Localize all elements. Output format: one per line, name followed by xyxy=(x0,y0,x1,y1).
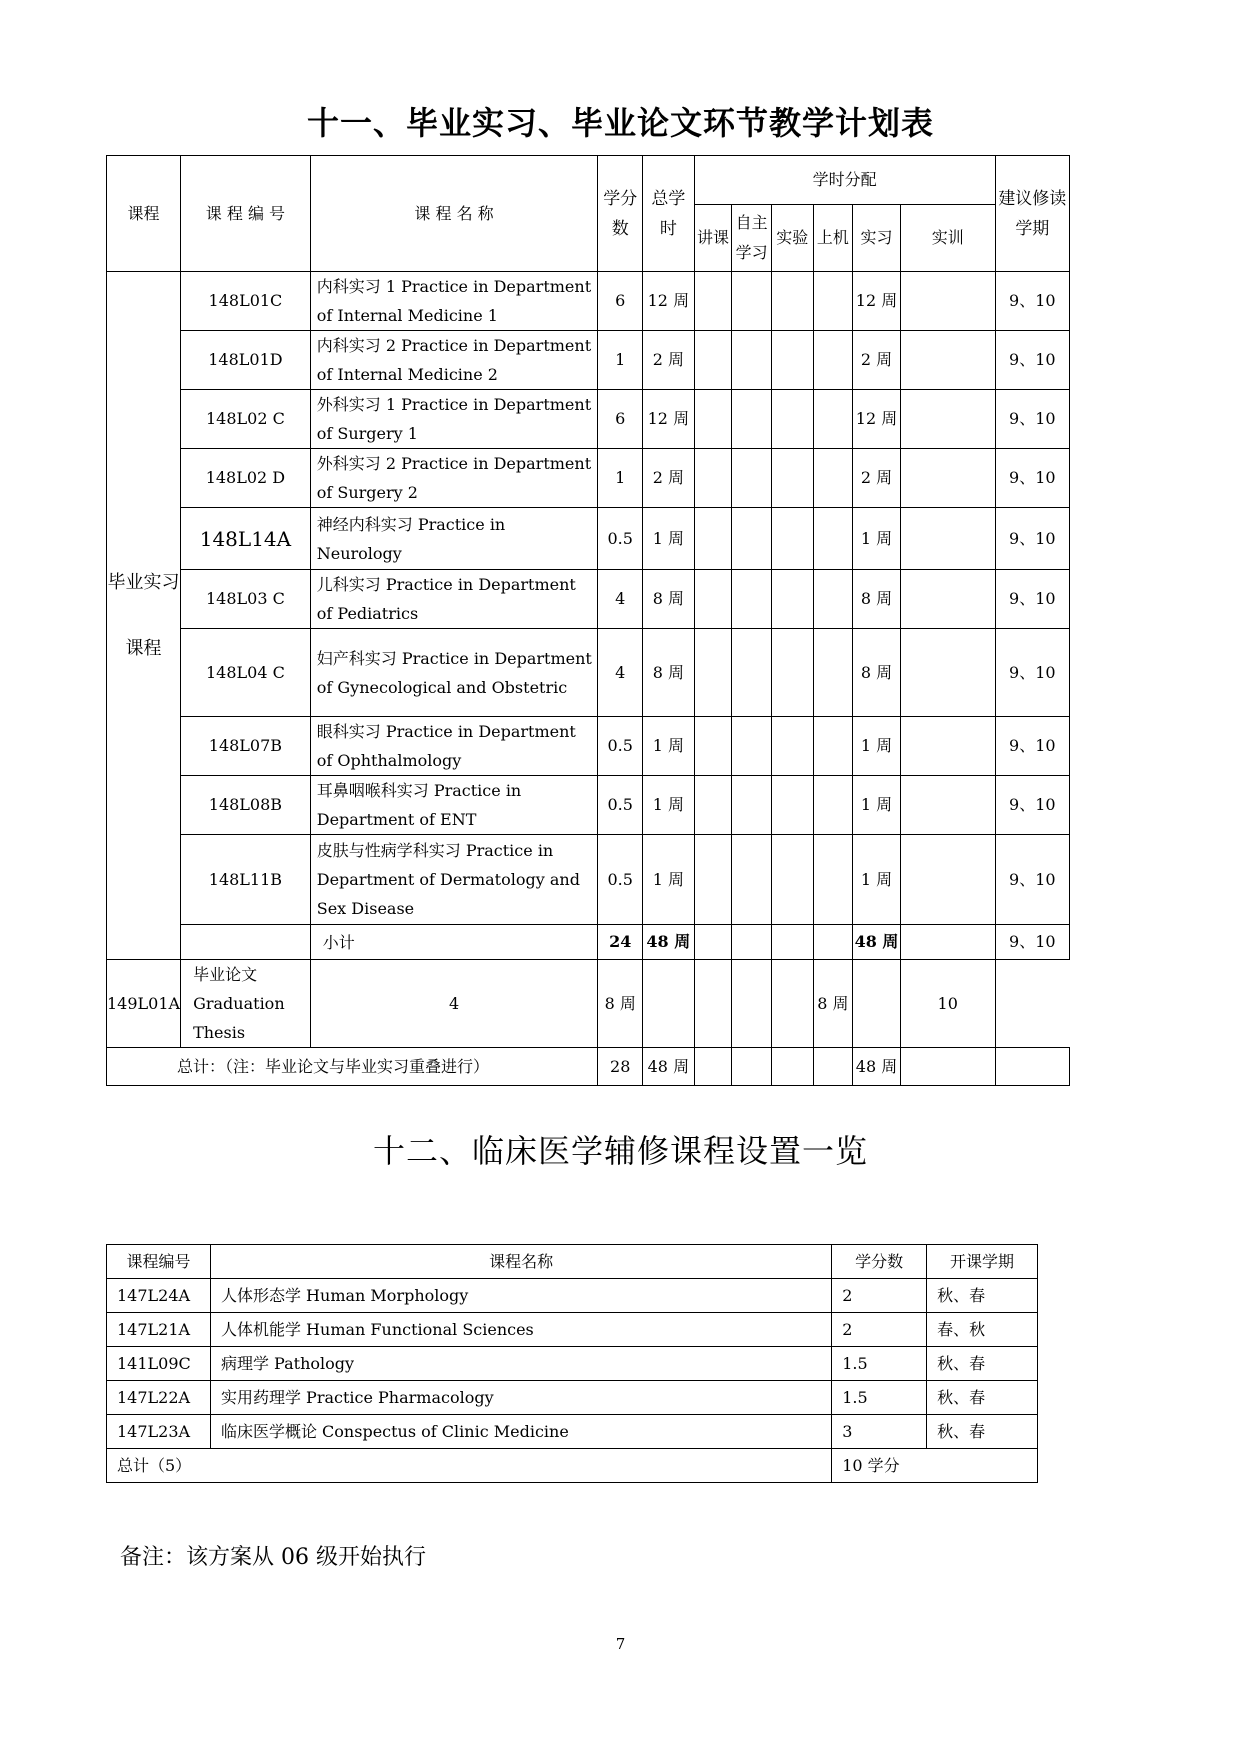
internship-hours: 8 周 xyxy=(853,629,901,717)
internship-hours: 2 周 xyxy=(853,449,901,508)
course-name: 皮肤与性病学科实习 Practice in Department of Dermatology and Sex Disease xyxy=(310,835,598,925)
total-hours: 8 周 xyxy=(598,960,643,1048)
course-code: 147L21A xyxy=(107,1313,211,1347)
header-credits: 学分数 xyxy=(598,156,643,272)
course-code: 148L03 C xyxy=(181,570,311,629)
table-row xyxy=(107,508,1070,570)
semester: 9、10 xyxy=(995,449,1069,508)
credits: 0.5 xyxy=(598,776,643,835)
header-hours-distribution: 学时分配 xyxy=(694,156,995,205)
credits: 1 xyxy=(598,331,643,390)
total-hours: 1 周 xyxy=(643,717,695,776)
table-row xyxy=(107,1279,1038,1313)
course-name: 内科实习 1 Practice in Department of Internal Medicine 1 xyxy=(310,272,598,331)
credits: 1.5 xyxy=(832,1381,927,1415)
course-code: 148L04 C xyxy=(181,629,311,717)
course-code: 148L01D xyxy=(181,331,311,390)
table-row xyxy=(107,390,1070,449)
course-name: 妇产科实习 Practice in Department of Gynecological and Obstetric xyxy=(310,629,598,717)
table-row xyxy=(107,776,1070,835)
total-hours: 1 周 xyxy=(643,508,695,570)
course-name: 临床医学概论 Conspectus of Clinic Medicine xyxy=(210,1415,831,1449)
total-hours: 12 周 xyxy=(643,390,695,449)
semester: 9、10 xyxy=(995,331,1069,390)
header-experiment: 实验 xyxy=(771,205,813,272)
table-row xyxy=(107,717,1070,776)
subtotal-label: 小计 xyxy=(310,925,598,960)
semester: 9、10 xyxy=(995,570,1069,629)
header-semester: 建议修读学期 xyxy=(995,156,1069,272)
course-code: 148L01C xyxy=(181,272,311,331)
header-category: 课程 xyxy=(107,156,181,272)
term: 秋、春 xyxy=(927,1381,1038,1415)
total-hours: 2 周 xyxy=(643,331,695,390)
subtotal-total-hours: 48 周 xyxy=(643,925,695,960)
semester: 9、10 xyxy=(995,390,1069,449)
total-hours: 1 周 xyxy=(643,835,695,925)
credits: 2 xyxy=(832,1279,927,1313)
table-row xyxy=(107,835,1070,925)
credits: 0.5 xyxy=(598,717,643,776)
credits: 0.5 xyxy=(598,835,643,925)
total-hours: 1 周 xyxy=(643,776,695,835)
section11-title: 十一、毕业实习、毕业论文环节教学计划表 xyxy=(306,104,934,142)
course-name: 外科实习 2 Practice in Department of Surgery 2 xyxy=(310,449,598,508)
course-code: 147L22A xyxy=(107,1381,211,1415)
course-code: 148L02 C xyxy=(181,390,311,449)
credits: 6 xyxy=(598,272,643,331)
header-self-study: 自主学习 xyxy=(732,205,772,272)
table-row xyxy=(107,331,1070,390)
header-training: 实训 xyxy=(900,205,995,272)
term: 秋、春 xyxy=(927,1415,1038,1449)
credits: 1.5 xyxy=(832,1347,927,1381)
semester: 9、10 xyxy=(995,776,1069,835)
credits: 4 xyxy=(310,960,598,1048)
internship-hours: 12 周 xyxy=(853,390,901,449)
semester: 9、10 xyxy=(995,272,1069,331)
course-name: 病理学 Pathology xyxy=(210,1347,831,1381)
table-row xyxy=(107,1415,1038,1449)
course-name: 人体形态学 Human Morphology xyxy=(210,1279,831,1313)
total-hours: 8 周 xyxy=(643,629,695,717)
credits: 6 xyxy=(598,390,643,449)
course-name: 实用药理学 Practice Pharmacology xyxy=(210,1381,831,1415)
course-name: 人体机能学 Human Functional Sciences xyxy=(210,1313,831,1347)
credits: 0.5 xyxy=(598,508,643,570)
total-hours: 8 周 xyxy=(643,570,695,629)
credits: 2 xyxy=(832,1313,927,1347)
course-code: 148L08B xyxy=(181,776,311,835)
course-name: 外科实习 1 Practice in Department of Surgery 1 xyxy=(310,390,598,449)
grand-total-credits: 28 xyxy=(598,1048,643,1086)
table-row xyxy=(107,1381,1038,1415)
table-row xyxy=(107,629,1070,717)
table-header-row xyxy=(107,156,1070,205)
subtotal-internship: 48 周 xyxy=(853,925,901,960)
internship-hours: 8 周 xyxy=(853,570,901,629)
table-row xyxy=(107,570,1070,629)
header-code: 课 程 编 号 xyxy=(181,156,311,272)
total-hours: 2 周 xyxy=(643,449,695,508)
page-number: 7 xyxy=(615,1635,626,1653)
course-code: 149L01A xyxy=(107,960,181,1048)
grand-total-hours: 48 周 xyxy=(643,1048,695,1086)
course-code: 148L02 D xyxy=(181,449,311,508)
semester: 9、10 xyxy=(995,717,1069,776)
course-code: 148L14A xyxy=(181,508,311,570)
subtotal-credits: 24 xyxy=(598,925,643,960)
course-code: 148L07B xyxy=(181,717,311,776)
section12-title: 十二、临床医学辅修课程设置一览 xyxy=(372,1132,868,1170)
header-term: 开课学期 xyxy=(927,1245,1038,1279)
credits: 4 xyxy=(598,570,643,629)
course-code: 147L23A xyxy=(107,1415,211,1449)
header-code: 课程编号 xyxy=(107,1245,211,1279)
course-name: 内科实习 2 Practice in Department of Internal Medicine 2 xyxy=(310,331,598,390)
subtotal-row xyxy=(107,925,1070,960)
minor-courses-table xyxy=(106,1244,1038,1483)
term: 秋、春 xyxy=(927,1279,1038,1313)
total-row xyxy=(107,1449,1038,1483)
grand-total-row xyxy=(107,1048,1070,1086)
table-row xyxy=(107,1347,1038,1381)
total-credits: 10 学分 xyxy=(832,1449,1038,1483)
course-name: 毕业论文 Graduation Thesis xyxy=(181,960,311,1048)
semester: 9、10 xyxy=(995,508,1069,570)
total-hours: 12 周 xyxy=(643,272,695,331)
table-row xyxy=(107,1313,1038,1347)
note-text: 备注：该方案从 06 级开始执行 xyxy=(120,1545,426,1570)
internship-hours: 1 周 xyxy=(853,508,901,570)
course-name: 眼科实习 Practice in Department of Ophthalmology xyxy=(310,717,598,776)
table-row xyxy=(107,449,1070,508)
term: 秋、春 xyxy=(927,1347,1038,1381)
semester: 9、10 xyxy=(995,835,1069,925)
internship-hours: 12 周 xyxy=(853,272,901,331)
semester: 10 xyxy=(900,960,995,1048)
subtotal-semester: 9、10 xyxy=(995,925,1069,960)
thesis-row xyxy=(107,960,1070,1048)
header-computer: 上机 xyxy=(813,205,853,272)
header-name: 课 程 名 称 xyxy=(310,156,598,272)
header-name: 课程名称 xyxy=(210,1245,831,1279)
credits: 1 xyxy=(598,449,643,508)
internship-hours: 8 周 xyxy=(813,960,853,1048)
grand-total-label: 总计：（注：毕业论文与毕业实习重叠进行） xyxy=(107,1048,598,1086)
course-code: 141L09C xyxy=(107,1347,211,1381)
term: 春、秋 xyxy=(927,1313,1038,1347)
internship-hours: 1 周 xyxy=(853,776,901,835)
header-total-hours: 总学时 xyxy=(643,156,695,272)
category-label: 毕业实习课程 xyxy=(107,272,181,960)
internship-hours: 1 周 xyxy=(853,835,901,925)
internship-hours: 2 周 xyxy=(853,331,901,390)
internship-hours: 1 周 xyxy=(853,717,901,776)
grand-total-internship: 48 周 xyxy=(853,1048,901,1086)
course-name: 儿科实习 Practice in Department of Pediatrics xyxy=(310,570,598,629)
table-header-row xyxy=(107,1245,1038,1279)
header-credits: 学分数 xyxy=(832,1245,927,1279)
header-internship: 实习 xyxy=(853,205,901,272)
header-lecture: 讲课 xyxy=(694,205,732,272)
semester: 9、10 xyxy=(995,629,1069,717)
course-code: 147L24A xyxy=(107,1279,211,1313)
internship-plan-table xyxy=(106,155,1070,1086)
table-row xyxy=(107,272,1070,331)
course-name: 神经内科实习 Practice in Neurology xyxy=(310,508,598,570)
course-name: 耳鼻咽喉科实习 Practice in Department of ENT xyxy=(310,776,598,835)
total-label: 总计（5） xyxy=(107,1449,832,1483)
credits: 4 xyxy=(598,629,643,717)
credits: 3 xyxy=(832,1415,927,1449)
course-code: 148L11B xyxy=(181,835,311,925)
